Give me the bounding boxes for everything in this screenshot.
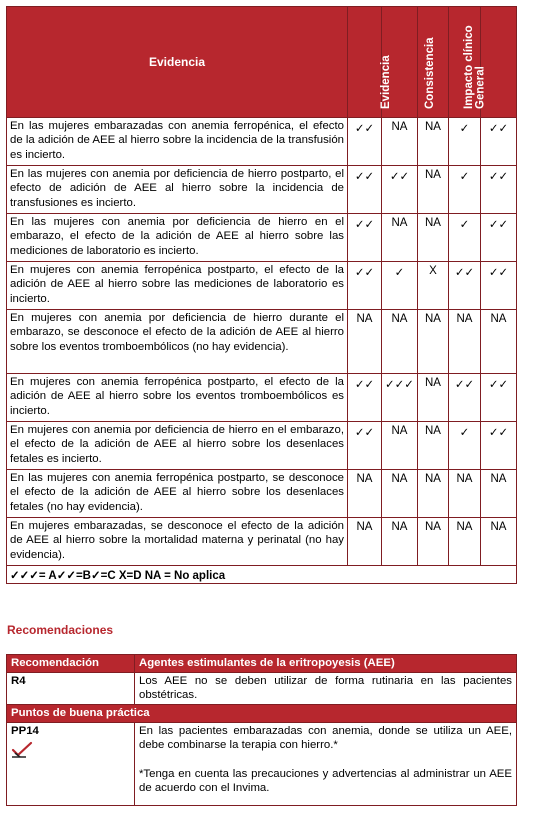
- grade-cell: ✓✓: [481, 118, 517, 166]
- evidence-row: [7, 374, 517, 422]
- recommendations-table: [6, 654, 516, 806]
- grade-cell: ✓✓: [348, 422, 382, 470]
- grade-cell: NA: [382, 518, 418, 566]
- grade-cell: NA: [418, 166, 449, 214]
- evidence-row: [7, 262, 517, 310]
- evidence-statement: En las mujeres embarazadas con anemia ferropénica, el efecto de la adición de AEE al hierro sobre la incidencia de la transfusión es incierto.: [7, 118, 348, 166]
- grade-cell: ✓✓: [481, 166, 517, 214]
- evidence-statement: En mujeres con anemia ferropénica postparto, el efecto de la adición de AEE al hierro sobre las mediciones de laboratorio es incierto.: [7, 262, 348, 310]
- grade-cell: NA: [481, 310, 517, 374]
- evidence-row: [7, 518, 517, 566]
- grade-legend: ✓✓✓= A✓✓=B✓=C X=D NA = No aplica: [7, 566, 517, 584]
- good-practice-title: Puntos de buena práctica: [7, 704, 517, 722]
- header-col-label: Aplicabilidad: [522, 37, 534, 109]
- rec-header-left: Recomendación: [7, 655, 135, 673]
- header-col-general: [449, 7, 486, 118]
- pp-code: PP14: [11, 724, 39, 737]
- grade-cell: ✓: [449, 118, 481, 166]
- grade-cell: ✓✓: [449, 374, 481, 422]
- grade-cell: ✓: [449, 214, 481, 262]
- grade-cell: NA: [418, 310, 449, 374]
- grade-cell: ✓✓: [481, 214, 517, 262]
- grade-cell: NA: [418, 118, 449, 166]
- rec-code: R4: [7, 673, 135, 705]
- evidence-statement: En las mujeres con anemia ferropénica postparto, se desconoce el efecto de la adición de AEE al hierro sobre los desenlaces fetales (no hay evidencia).: [7, 470, 348, 518]
- grade-cell: ✓✓: [481, 422, 517, 470]
- evidence-table: [6, 6, 534, 584]
- grade-cell: ✓✓: [348, 166, 382, 214]
- evidence-statement: En mujeres embarazadas, se desconoce el efecto de la adición de AEE al hierro sobre la mortalidad materna y perinatal (no hay evidencia).: [7, 518, 348, 566]
- header-col-label: Evidencia: [379, 55, 392, 109]
- grade-cell: NA: [348, 310, 382, 374]
- pp-text: En las pacientes embarazadas con anemia, donde se utiliza un AEE, debe combinarse la terapia con hierro.*: [139, 724, 512, 752]
- grade-cell: ✓✓: [348, 262, 382, 310]
- rec-row: [7, 673, 517, 705]
- grade-cell: NA: [418, 470, 449, 518]
- evidence-header-row: [7, 7, 517, 118]
- grade-cell: ✓: [382, 262, 418, 310]
- header-col-label: Consistencia: [423, 37, 436, 109]
- pp-note: *Tenga en cuenta las precauciones y advertencias al administrar un AEE de acuerdo con el Invima.: [139, 767, 512, 795]
- grade-cell: ✓✓: [449, 262, 481, 310]
- pp-row: [7, 722, 517, 805]
- grade-cell: NA: [481, 470, 517, 518]
- grade-cell: NA: [382, 118, 418, 166]
- evidence-statement: En mujeres con anemia por deficiencia de hierro durante el embarazo, se desconoce el efecto de la adición de AEE al hierro sobre los eventos tromboembólicos (no hay evidencia).: [7, 310, 348, 374]
- grade-cell: NA: [348, 518, 382, 566]
- grade-cell: NA: [418, 422, 449, 470]
- header-col-impacto: [418, 7, 475, 118]
- grade-cell: NA: [449, 310, 481, 374]
- header-col-label: Impacto clínico: [462, 25, 475, 109]
- evidence-row: [7, 422, 517, 470]
- grade-cell: NA: [449, 470, 481, 518]
- grade-cell: ✓: [449, 422, 481, 470]
- good-practice-header-row: [7, 704, 517, 722]
- evidence-statement: En las mujeres con anemia por deficiencia de hierro en el embarazo, el efecto de la adición de AEE al hierro sobre las mediciones de laboratorio es incierto.: [7, 214, 348, 262]
- grade-cell: X: [418, 262, 449, 310]
- grade-cell: ✓✓: [348, 118, 382, 166]
- evidence-row: [7, 166, 517, 214]
- evidence-row: [7, 214, 517, 262]
- legend-row: [7, 566, 517, 584]
- grade-cell: ✓: [449, 166, 481, 214]
- header-evidence: Evidencia: [7, 7, 348, 118]
- grade-cell: ✓✓: [481, 262, 517, 310]
- evidence-statement: En las mujeres con anemia por deficiencia de hierro postparto, el efecto de adición de AEE al hierro sobre la incidencia de transfusiones es incierto.: [7, 166, 348, 214]
- header-col-consistencia: [382, 7, 436, 118]
- grade-cell: NA: [382, 470, 418, 518]
- evidence-row: [7, 470, 517, 518]
- grade-cell: NA: [481, 518, 517, 566]
- check-hand-icon: [11, 741, 33, 759]
- grade-cell: NA: [382, 214, 418, 262]
- grade-cell: NA: [449, 518, 481, 566]
- evidence-statement: En mujeres con anemia ferropénica postparto, el efecto de la adición de AEE al hierro sobre los eventos tromboembólicos es incierto.: [7, 374, 348, 422]
- evidence-statement: En mujeres con anemia por deficiencia de hierro en el embarazo, el efecto de la adición de AEE al hierro sobre los desenlaces fetales es incierto.: [7, 422, 348, 470]
- grade-cell: NA: [418, 214, 449, 262]
- grade-cell: ✓✓: [481, 374, 517, 422]
- evidence-row: [7, 310, 517, 374]
- header-col-label: General: [473, 66, 486, 109]
- grade-cell: NA: [418, 518, 449, 566]
- grade-cell: ✓✓: [382, 166, 418, 214]
- rec-header-right: Agentes estimulantes de la eritropoyesis (AEE): [135, 655, 517, 673]
- grade-cell: ✓✓: [348, 374, 382, 422]
- grade-cell: ✓✓: [348, 214, 382, 262]
- grade-cell: NA: [382, 422, 418, 470]
- grade-cell: NA: [348, 470, 382, 518]
- rec-text: Los AEE no se deben utilizar de forma rutinaria en las pacientes obstétricas.: [135, 673, 517, 705]
- grade-cell: ✓✓✓: [382, 374, 418, 422]
- section-title: Recomendaciones: [7, 623, 114, 637]
- evidence-row: [7, 118, 517, 166]
- grade-cell: NA: [382, 310, 418, 374]
- grade-cell: NA: [418, 374, 449, 422]
- rec-header-row: [7, 655, 517, 673]
- header-col-evidencia: [348, 7, 392, 118]
- header-col-aplicabilidad: [481, 7, 534, 118]
